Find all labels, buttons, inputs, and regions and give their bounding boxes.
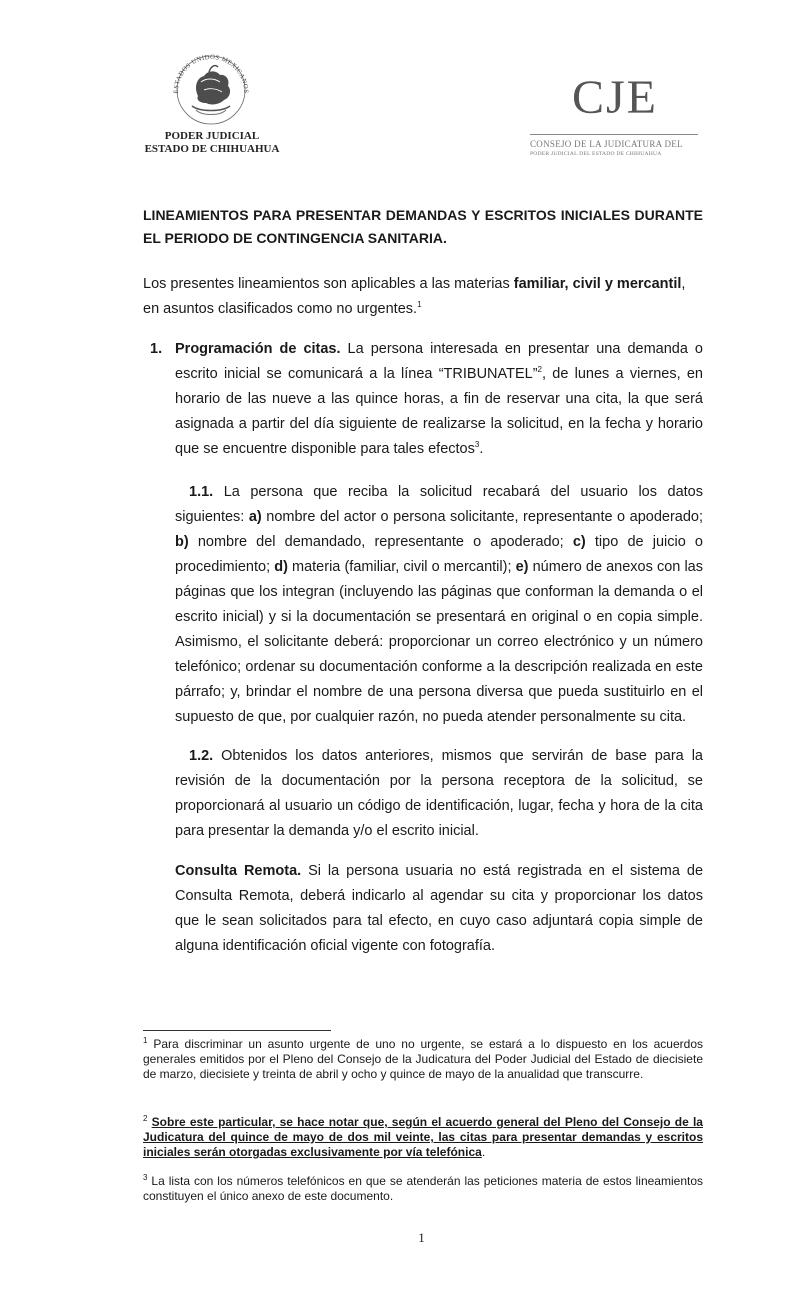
item-b-label: b) bbox=[175, 534, 189, 550]
intro-bold-text: familiar, civil y mercantil bbox=[513, 276, 682, 292]
subsection-1-2-text: Obtenidos los datos anteriores, mismos que servirán de base para la revisión de la documentación por la persona receptora de la solicitud, se proporcionará al usuario un código de identificación, lugar, fecha y hora de la cita para presentar la demanda y/o el escrito inicial. bbox=[175, 748, 703, 839]
subsection-1-1-text-b: nombre del actor o persona solicitante, representante o apoderado; bbox=[261, 509, 703, 525]
page-number: 1 bbox=[418, 1230, 425, 1245]
footnote-1 bbox=[143, 1037, 703, 1082]
cje-subtitle bbox=[530, 139, 700, 158]
footnote-divider bbox=[143, 1030, 331, 1031]
section-1-text-b: , de lunes a viernes, en horario de las nueve a las quince horas, a fin de reservar una cita, la que será asignada a partir del día siguiente de realizarse la solicitud, en la fecha y horario que se encuentre disponible para tales efectos bbox=[175, 366, 703, 457]
consulta-remota-heading: Consulta Remota. bbox=[175, 863, 302, 879]
section-1-heading: Programación de citas. bbox=[175, 341, 341, 357]
subsection-1-1-text-f: número de anexos con las páginas que los integran (incluyendo las páginas que conforman la demanda o el escrito inicial) y si la documentación se presentará en original o en copia simple. Asimismo, el solicitante deberá: proporcionar un correo electrónico y un número telefónico; ordenar su documentación conforme a la descripción realizada en este párrafo; y, brindar el nombre de una persona diversa que pueda sustituirlo en el supuesto de que, por cualquier razón, no pueda atender personalmente su cita. bbox=[175, 559, 703, 725]
section-1-paragraph bbox=[175, 337, 703, 462]
cje-logo: CJE bbox=[571, 71, 658, 124]
institution-line-1: PODER JUDICIAL bbox=[164, 130, 260, 142]
footnote-ref-2: 2 bbox=[537, 365, 542, 375]
footnote-3-text: La lista con los números telefónicos en que se atenderán las peticiones materia de estos lineamientos constituyen el único anexo de este documento. bbox=[143, 1174, 703, 1203]
cje-subtitle-line-2: PODER JUDICIAL DEL ESTADO DE CHIHUAHUA bbox=[530, 151, 662, 157]
section-1-text-a: La persona interesada en presentar una demanda o escrito inicial se comunicará a la línea “TRIBUNATEL” bbox=[175, 341, 703, 382]
subsection-1-1-number: 1.1. bbox=[189, 484, 214, 500]
subsection-1-2-paragraph bbox=[175, 744, 703, 844]
footnote-ref-3: 3 bbox=[474, 440, 480, 450]
subsection-1-1-text-a: La persona que reciba la solicitud recabará del usuario los datos siguientes: bbox=[175, 484, 703, 525]
document-title: LINEAMIENTOS PARA PRESENTAR DEMANDAS Y ESCRITOS INICIALES DURANTE EL PERIODO DE CONTINGENCIA SANITARIA. bbox=[143, 207, 703, 246]
consulta-remota-text: Si la persona usuaria no está registrada en el sistema de Consulta Remota, deberá indicarlo al agendar su cita y proporcionar los datos que le sean solicitados para tal efecto, en cuyo caso adjuntará copia simple de alguna identificación oficial vigente con fotografía. bbox=[175, 863, 704, 954]
footnote-2-number: 2 bbox=[143, 1114, 148, 1123]
item-e-label: e) bbox=[515, 559, 529, 575]
cje-subtitle-line-1: CONSEJO DE LA JUDICATURA DEL bbox=[530, 139, 683, 149]
subsection-1-2-number: 1.2. bbox=[189, 748, 214, 764]
footnote-ref-1: 1 bbox=[417, 300, 422, 310]
subsection-1-1-text-c: nombre del demandado, representante o apoderado; bbox=[188, 534, 573, 550]
consulta-remota-paragraph bbox=[175, 859, 703, 959]
item-d-label: d) bbox=[274, 559, 288, 575]
footnote-1-text: Para discriminar un asunto urgente de uno no urgente, se estará a lo dispuesto en los acuerdos generales emitidos por el Pleno del Consejo de la Judicatura del Poder Judicial del Estado de diecisiete de marzo, diecisiete y treinta de abril y ocho y quince de mayo de la anualidad que transcurre. bbox=[143, 1037, 703, 1081]
mexican-coat-of-arms-icon bbox=[168, 48, 254, 128]
item-c-label: c) bbox=[572, 534, 586, 550]
cje-divider bbox=[530, 134, 698, 135]
intro-text-end: , en asuntos clasificados como no urgentes. bbox=[143, 276, 686, 317]
footnote-2-end: . bbox=[481, 1145, 486, 1159]
subsection-1-1-text-d: tipo de juicio o procedimiento; bbox=[175, 534, 703, 575]
subsection-1-1-text-e: materia (familiar, civil o mercantil); bbox=[287, 559, 516, 575]
section-1-number: 1. bbox=[150, 341, 163, 357]
footnote-2 bbox=[143, 1115, 703, 1160]
item-a-label: a) bbox=[248, 509, 262, 525]
section-1-text-c: . bbox=[479, 441, 484, 457]
subsection-1-1-paragraph bbox=[175, 480, 703, 730]
intro-paragraph bbox=[143, 272, 703, 322]
svg-text:ESTADOS UNIDOS MEXICANOS: ESTADOS UNIDOS MEXICANOS bbox=[172, 53, 250, 94]
footnote-2-text: Sobre este particular, se hace notar que, según el acuerdo general del Pleno del Consejo de la Judicatura del quince de mayo de dos mil veinte, las citas para presentar demandas y escritos iniciales serán otorgadas exclusivamente por vía telefónica bbox=[143, 1115, 703, 1159]
footnote-3-number: 3 bbox=[143, 1173, 148, 1182]
footnote-1-number: 1 bbox=[143, 1036, 148, 1045]
intro-text: Los presentes lineamientos son aplicables a las materias bbox=[143, 276, 514, 292]
institution-label bbox=[132, 130, 292, 156]
institution-line-2: ESTADO DE CHIHUAHUA bbox=[144, 143, 280, 155]
footnote-3 bbox=[143, 1174, 703, 1204]
